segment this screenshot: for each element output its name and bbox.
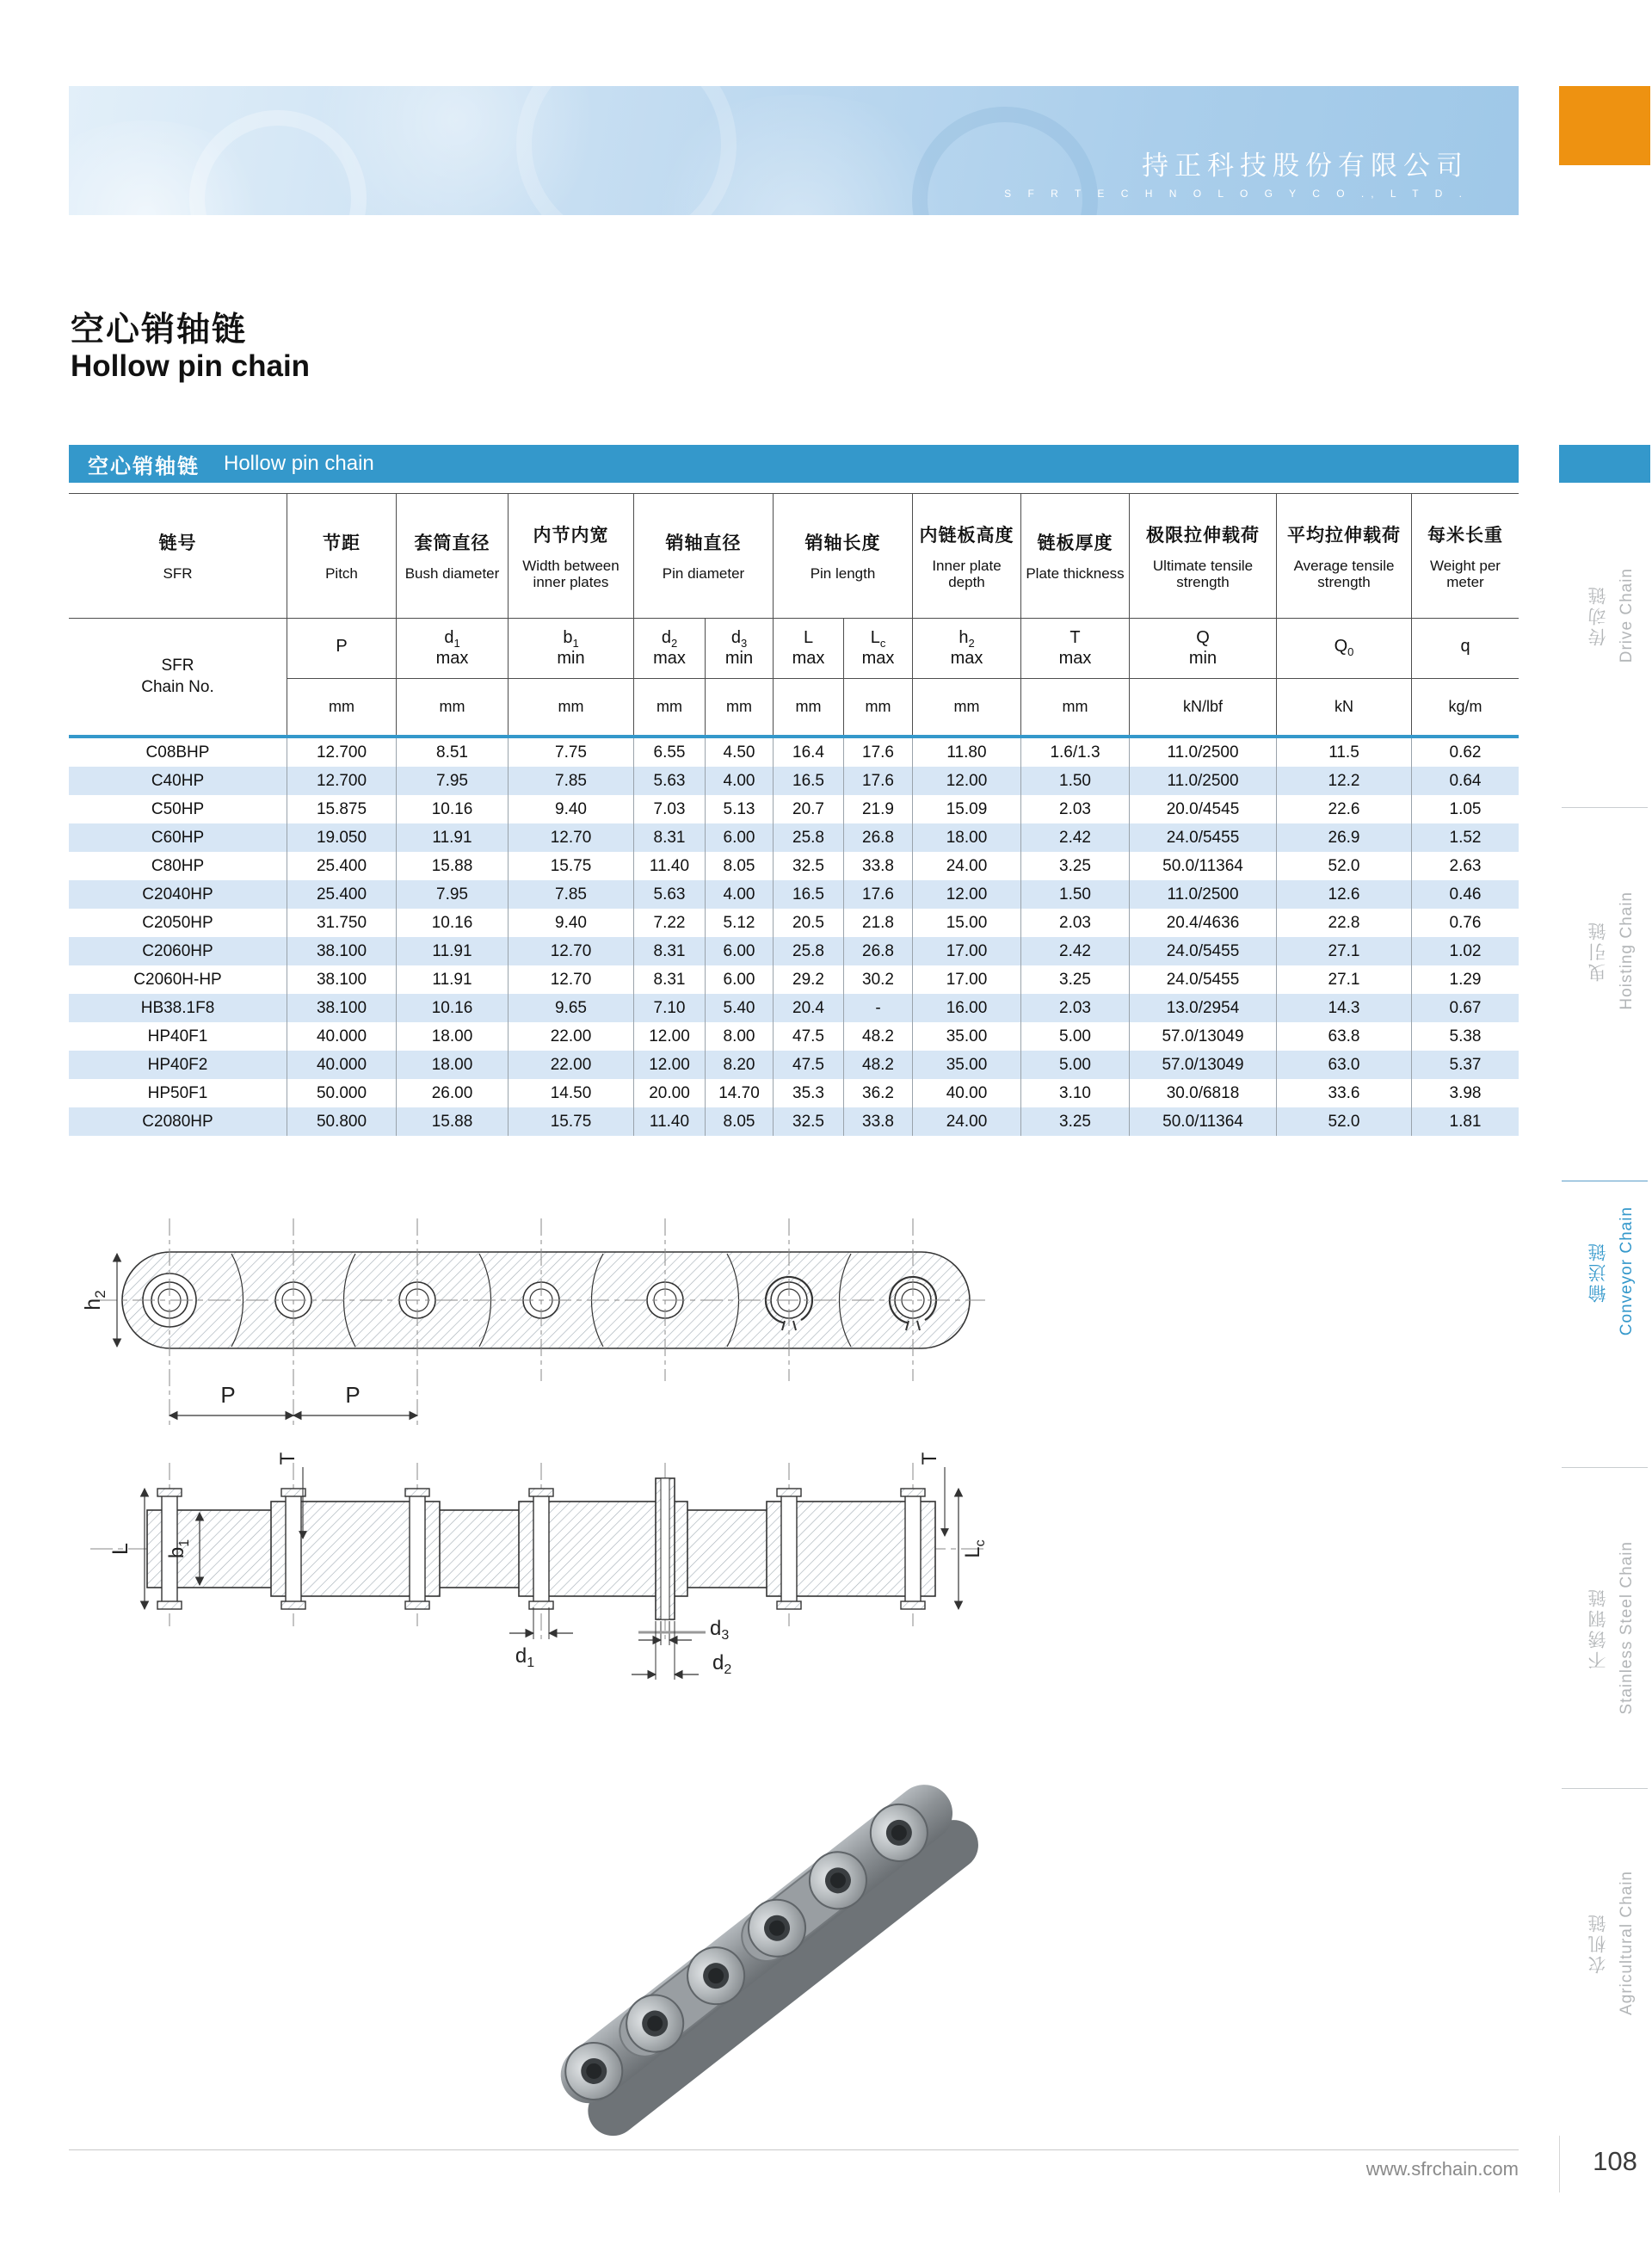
value-cell: 50.800 [287,1107,397,1136]
sidebar-divider [1562,807,1648,808]
sidebar-active-tab-marker [1559,445,1650,483]
value-cell: 0.62 [1449,743,1482,762]
value-cell: 8.31 [634,823,706,852]
value-cell: 10.16 [397,909,509,937]
value-cell: 57.0/13049 [1130,1022,1277,1051]
value-cell: 40.000 [287,1051,397,1079]
dim-h2: $h_2$ [81,1290,108,1311]
section-header-bar [69,445,1519,483]
value-cell: 1.50 [1021,767,1130,795]
value-cell: 24.0/5455 [1130,965,1277,994]
sidebar-item-drive-chain: 传动链 Drive Chain [1587,567,1636,663]
value-cell: 8.51 [397,738,509,767]
value-cell: 17.6 [844,880,913,909]
value-cell: 63.0 [1277,1051,1412,1079]
value-cell: 25.400 [287,852,397,880]
unit-header: mm [706,679,774,735]
value-cell: 21.9 [844,795,913,823]
value-cell: 20.00 [634,1079,706,1107]
dim-t: T [918,1452,941,1465]
chain-ring-decor [516,86,737,215]
unit-header: kN/lbf [1130,679,1277,735]
dim-p: P [220,1382,236,1408]
value-cell: 50.000 [287,1079,397,1107]
value-cell: 11.0/2500 [1130,767,1277,795]
dim-d1: $d_1$ [515,1644,535,1670]
symbol-header: T max [1021,619,1130,679]
unit-header: mm [1021,679,1130,735]
value-cell: 8.20 [706,1051,774,1079]
value-cell: 12.70 [509,965,634,994]
value-cell: 40.00 [913,1079,1021,1107]
value-cell: 33.6 [1277,1079,1412,1107]
value-cell: 3.25 [1021,965,1130,994]
value-cell: 8.05 [706,852,774,880]
value-cell: 15.00 [913,909,1021,937]
chain-no-cell: C2060HP [69,937,287,965]
company-identity [1004,144,1469,200]
value-cell: 10.16 [397,994,509,1022]
value-cell: 0.76 [1449,913,1482,932]
value-cell: 11.0/2500 [1130,738,1277,767]
symbol-header: $b_1$ min [509,619,634,679]
symbol-header: $d_1$ max [397,619,509,679]
value-cell: 7.95 [397,880,509,909]
section-title-en: Hollow pin chain [224,452,374,475]
value-cell: 1.50 [1021,880,1130,909]
value-cell: 16.00 [913,994,1021,1022]
sidebar-item-conveyor-chain: 输送链 Conveyor Chain [1587,1206,1636,1336]
chain-no-cell: C08BHP [69,738,287,767]
value-cell: 1.52 [1412,823,1519,852]
value-cell: 8.31 [634,937,706,965]
value-cell: 5.63 [634,767,706,795]
value-cell: 12.70 [509,937,634,965]
value-cell: 3.98 [1449,1083,1482,1102]
value-cell: 2.03 [1021,909,1130,937]
value-cell: 6.00 [706,823,774,852]
value-cell: 13.0/2954 [1130,994,1277,1022]
chain-no-cell: C50HP [69,795,287,823]
value-cell: 17.00 [913,937,1021,965]
value-cell: 11.40 [634,1107,706,1136]
value-cell: 50.0/11364 [1130,852,1277,880]
value-cell: 2.42 [1021,823,1130,852]
value-cell: 35.00 [913,1022,1021,1051]
symbol-header: L max [774,619,844,679]
value-cell: 5.12 [706,909,774,937]
company-name-zh: 持正科技股份有限公司 [1142,151,1469,181]
value-cell: 16.4 [774,738,844,767]
value-cell: 33.8 [844,852,913,880]
value-cell: 20.4/4636 [1130,909,1277,937]
col-header: 销轴直径 Pin diameter [634,494,774,619]
value-cell: 26.8 [844,823,913,852]
value-cell: 6.00 [706,965,774,994]
value-cell: 18.00 [913,823,1021,852]
unit-header: mm [397,679,509,735]
value-cell: 4.00 [706,880,774,909]
chain-no-cell: HB38.1F8 [69,994,287,1022]
value-cell: 20.4 [774,994,844,1022]
value-cell: 26.8 [844,937,913,965]
value-cell: 1.02 [1412,937,1519,965]
col-header: 极限拉伸载荷 Ultimate tensile strength [1130,494,1277,619]
col-header: 销轴长度 Pin length [774,494,913,619]
value-cell: 3.10 [1021,1079,1130,1107]
value-cell: 36.2 [844,1079,913,1107]
value-cell: 8.00 [706,1022,774,1051]
value-cell: 11.91 [397,965,509,994]
unit-header: kg/m [1448,698,1482,715]
value-cell: 63.8 [1277,1022,1412,1051]
value-cell: 50.0/11364 [1130,1107,1277,1136]
chain-no-cell: C2060H-HP [69,965,287,994]
value-cell: 5.63 [634,880,706,909]
value-cell: 52.0 [1277,852,1412,880]
value-cell: 7.95 [397,767,509,795]
chain-no-cell: C40HP [69,767,287,795]
value-cell: 48.2 [844,1022,913,1051]
top-view [81,1218,985,1428]
value-cell: 6.00 [706,937,774,965]
col-header: 内节内宽 Width between inner plates [509,494,634,619]
value-cell: 16.5 [774,767,844,795]
value-cell: 12.700 [287,767,397,795]
row-label-header: SFR Chain No. [69,619,287,735]
value-cell: 8.05 [706,1107,774,1136]
value-cell: 17.6 [844,767,913,795]
value-cell: 12.2 [1277,767,1412,795]
unit-header: mm [287,679,397,735]
value-cell: 0.64 [1412,767,1519,795]
value-cell: 30.2 [844,965,913,994]
chain-no-cell: C2050HP [69,909,287,937]
value-cell: 7.03 [634,795,706,823]
value-cell: 15.88 [397,852,509,880]
value-cell: 27.1 [1277,965,1412,994]
value-cell: 16.5 [774,880,844,909]
symbol-header: $h_2$ max [913,619,1021,679]
value-cell: 5.00 [1021,1051,1130,1079]
value-cell: 52.0 [1277,1107,1412,1136]
value-cell: 24.00 [913,852,1021,880]
value-cell: 1.29 [1449,970,1482,989]
unit-header: mm [774,679,844,735]
value-cell: 1.05 [1449,799,1482,818]
value-cell: 15.75 [509,1107,634,1136]
value-cell: 7.85 [509,767,634,795]
value-cell: - [844,994,913,1022]
col-header: 链板厚度 Plate thickness [1021,494,1130,619]
sidebar-item-hoisting-chain: 曳引链 Hoisting Chain [1587,891,1636,1010]
value-cell: 20.5 [774,909,844,937]
footer-divider [69,2149,1519,2150]
value-cell: 35.3 [774,1079,844,1107]
page-title-zh: 空心销轴链 [71,311,248,348]
chain-no-cell: C80HP [69,852,287,880]
value-cell: 14.70 [706,1079,774,1107]
side-view [90,1452,988,1680]
sidebar-item-agricultural-chain: 农机链 Agricultural Chain [1587,1870,1636,2015]
value-cell: 26.00 [397,1079,509,1107]
value-cell: 6.55 [634,738,706,767]
value-cell: 3.25 [1021,1107,1130,1136]
value-cell: 0.46 [1412,880,1519,909]
value-cell: 24.0/5455 [1130,823,1277,852]
value-cell: 5.38 [1449,1027,1482,1045]
footer-vertical-divider [1559,2136,1560,2192]
symbol-header: Q min [1130,619,1277,679]
value-cell: 18.00 [397,1051,509,1079]
chain-no-cell: C60HP [69,823,287,852]
value-cell: 7.75 [509,738,634,767]
symbol-header: $d_3$ min [706,619,774,679]
symbol-header: $L_c$ max [844,619,913,679]
value-cell: 1.6/1.3 [1021,738,1130,767]
unit-header: kN [1277,679,1412,735]
value-cell: 25.400 [287,880,397,909]
value-cell: 12.00 [913,767,1021,795]
value-cell: 5.00 [1021,1022,1130,1051]
spec-table [69,493,1519,1136]
value-cell: 47.5 [774,1051,844,1079]
value-cell: 4.50 [706,738,774,767]
technical-drawing [69,1205,1015,1687]
unit-header: mm [913,679,1021,735]
value-cell: 15.88 [397,1107,509,1136]
col-header: 链号 SFR [69,494,287,619]
sidebar-divider [1562,1788,1648,1789]
company-name-en: S F R T E C H N O L O G Y C O ., L T D . [1004,188,1469,200]
unit-header: mm [509,679,634,735]
value-cell: 5.37 [1412,1051,1519,1079]
value-cell: 15.75 [509,852,634,880]
value-cell: 12.00 [634,1022,706,1051]
value-cell: 2.03 [1021,994,1130,1022]
value-cell: 2.03 [1021,795,1130,823]
value-cell: 32.5 [774,852,844,880]
value-cell: 33.8 [844,1107,913,1136]
value-cell: 5.13 [706,795,774,823]
page-number: 108 [1593,2146,1637,2176]
dim-b1: $b_1$ [165,1539,192,1559]
value-cell: 11.91 [397,823,509,852]
value-cell: 32.5 [774,1107,844,1136]
value-cell: 12.70 [509,823,634,852]
col-header: 平均拉伸载荷 Average tensile strength [1277,494,1412,619]
value-cell: 26.9 [1277,823,1412,852]
sidebar-divider [1562,1467,1648,1468]
value-cell: 10.16 [397,795,509,823]
chain-no-cell: HP40F1 [69,1022,287,1051]
value-cell: 19.050 [287,823,397,852]
value-cell: 38.100 [287,937,397,965]
value-cell: 12.700 [287,738,397,767]
value-cell: 12.00 [913,880,1021,909]
dim-t: T [276,1452,299,1465]
sidebar-item-stainless-steel-chain: 不锈钢链 Stainless Steel Chain [1587,1541,1636,1715]
value-cell: 5.40 [706,994,774,1022]
symbol-header: $d_2$ max [634,619,706,679]
value-cell: 8.31 [634,965,706,994]
value-cell: 0.67 [1412,994,1519,1022]
value-cell: 27.1 [1277,937,1412,965]
value-cell: 57.0/13049 [1130,1051,1277,1079]
col-header: 每米长重 Weight per meter [1412,494,1519,619]
value-cell: 40.000 [287,1022,397,1051]
dim-l: L [108,1543,133,1555]
value-cell: 22.8 [1277,909,1412,937]
header-banner [69,86,1519,215]
value-cell: 3.25 [1021,852,1130,880]
website-link[interactable]: www.sfrchain.com [1365,2158,1519,2180]
value-cell: 7.10 [634,994,706,1022]
symbol-header: $Q_0$ [1277,619,1412,679]
value-cell: 7.85 [509,880,634,909]
value-cell: 14.50 [509,1079,634,1107]
value-cell: 2.63 [1449,856,1482,875]
value-cell: 11.91 [397,937,509,965]
value-cell: 30.0/6818 [1130,1079,1277,1107]
value-cell: 7.22 [634,909,706,937]
value-cell: 11.40 [634,852,706,880]
value-cell: 24.0/5455 [1130,937,1277,965]
value-cell: 15.875 [287,795,397,823]
value-cell: 25.8 [774,823,844,852]
chain-no-cell: C2040HP [69,880,287,909]
value-cell: 9.65 [509,994,634,1022]
value-cell: 20.7 [774,795,844,823]
value-cell: 15.09 [913,795,1021,823]
dim-d3: $d_3$ [710,1617,730,1643]
value-cell: 24.00 [913,1107,1021,1136]
value-cell: 11.80 [913,738,1021,767]
value-cell: 9.40 [509,795,634,823]
value-cell: 31.750 [287,909,397,937]
section-title-zh: 空心销轴链 [88,454,200,478]
page-title [71,311,310,383]
value-cell: 29.2 [774,965,844,994]
value-cell: 12.00 [634,1051,706,1079]
value-cell: 38.100 [287,965,397,994]
value-cell: 4.00 [706,767,774,795]
col-header: 套筒直径 Bush diameter [397,494,509,619]
value-cell: 1.81 [1412,1107,1519,1136]
dim-d2: $d_2$ [712,1651,732,1677]
dim-p: P [345,1382,361,1408]
chain-no-cell: C2080HP [69,1107,287,1136]
value-cell: 38.100 [287,994,397,1022]
value-cell: 22.00 [509,1022,634,1051]
value-cell: 25.8 [774,937,844,965]
chain-no-cell: HP50F1 [69,1079,287,1107]
value-cell: 21.8 [844,909,913,937]
symbol-header: P [287,619,397,679]
unit-header: mm [634,679,706,735]
value-cell: 18.00 [397,1022,509,1051]
col-header: 节距 Pitch [287,494,397,619]
value-cell: 14.3 [1277,994,1412,1022]
value-cell: 11.0/2500 [1130,880,1277,909]
value-cell: 22.00 [509,1051,634,1079]
value-cell: 35.00 [913,1051,1021,1079]
value-cell: 17.00 [913,965,1021,994]
value-cell: 11.5 [1277,738,1412,767]
value-cell: 22.6 [1277,795,1412,823]
value-cell: 2.42 [1021,937,1130,965]
value-cell: 12.6 [1277,880,1412,909]
value-cell: 20.0/4545 [1130,795,1277,823]
value-cell: 47.5 [774,1022,844,1051]
symbol-header: q [1412,619,1519,679]
chain-product-image [533,1747,981,2143]
value-cell: 17.6 [844,738,913,767]
page-title-en: Hollow pin chain [71,348,311,383]
chain-no-cell: HP40F2 [69,1051,287,1079]
dim-lc: $L_c$ [961,1539,988,1558]
value-cell: 48.2 [844,1051,913,1079]
orange-accent-block [1559,86,1650,165]
unit-header: mm [844,679,913,735]
value-cell: 9.40 [509,909,634,937]
col-header: 内链板高度 Inner plate depth [913,494,1021,619]
